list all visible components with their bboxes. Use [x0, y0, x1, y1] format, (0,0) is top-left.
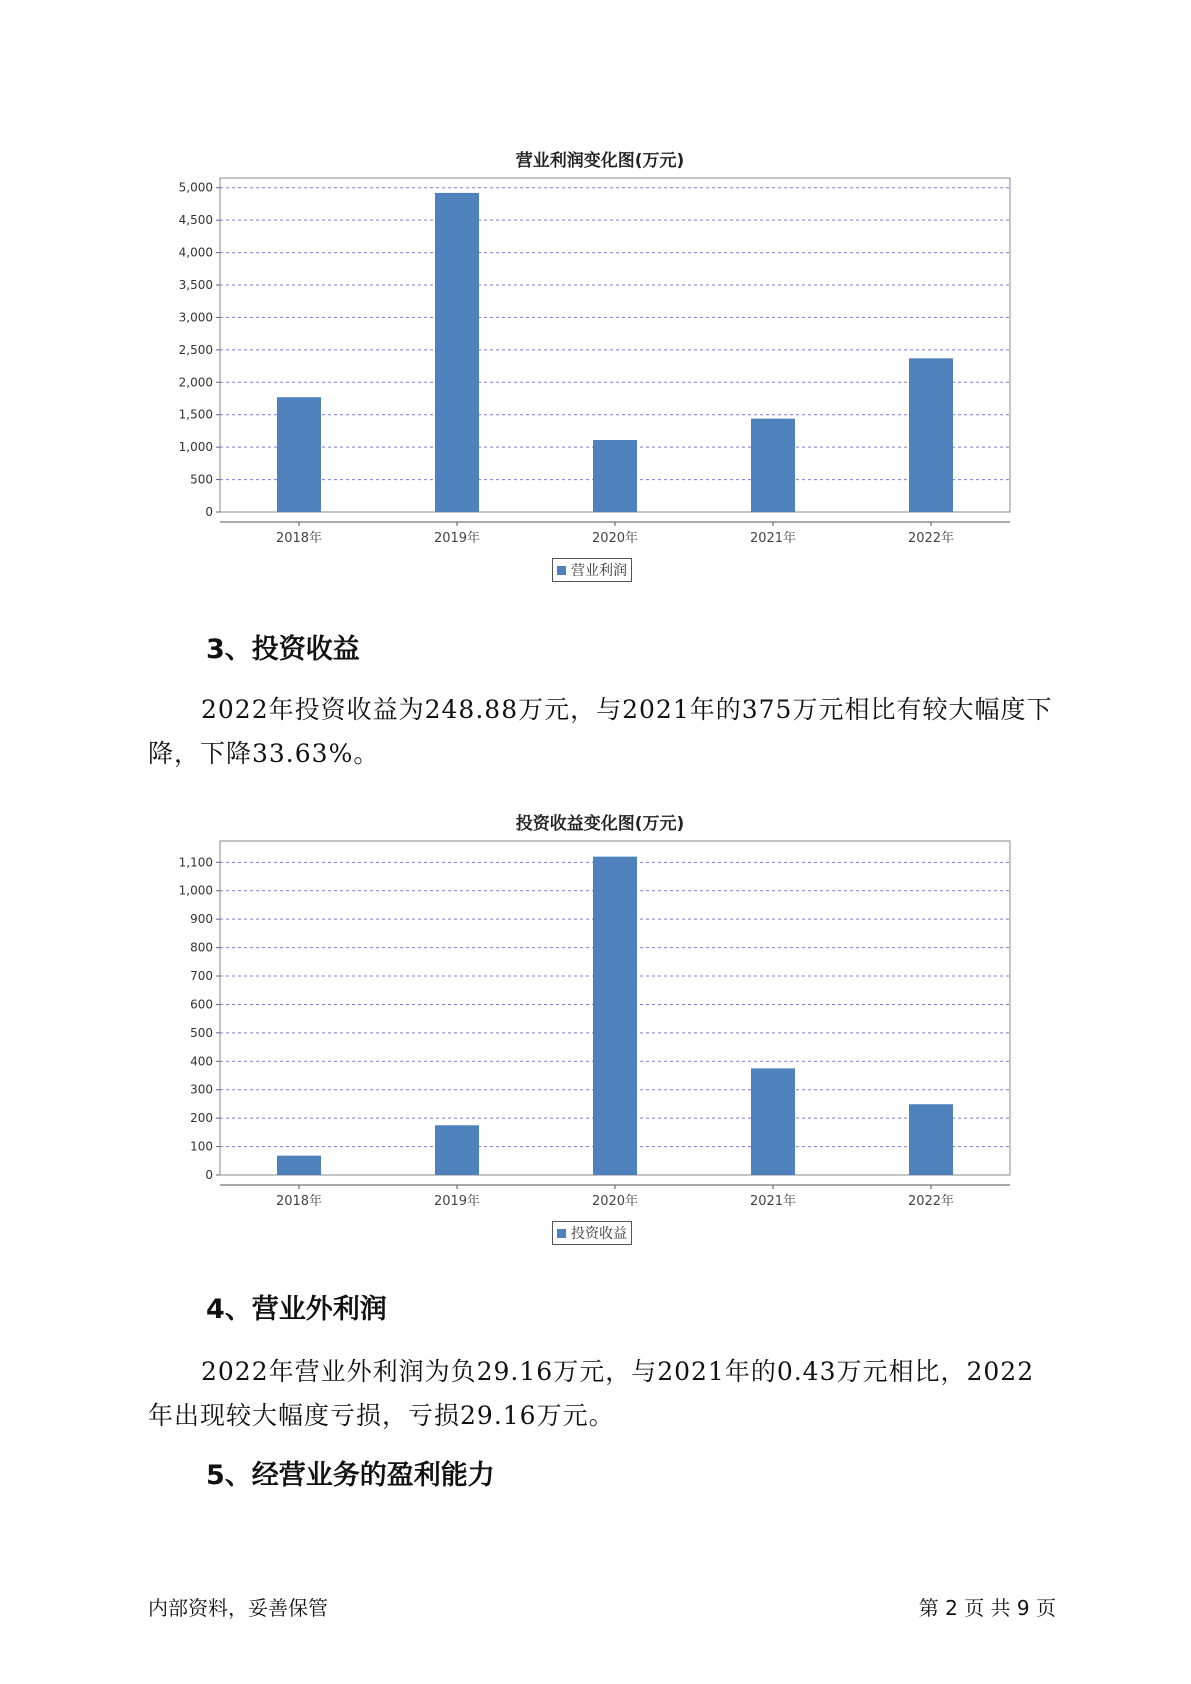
y-tick-label: 2,000 — [178, 375, 213, 390]
y-tick-label: 1,000 — [178, 883, 213, 898]
y-tick-label: 3,000 — [178, 310, 213, 325]
bar — [435, 193, 479, 512]
y-tick-label: 500 — [190, 1025, 213, 1040]
section-text-non-operating-profit: 2022年营业外利润为负29.16万元，与2021年的0.43万元相比，2022年出现较大幅度亏损，亏损29.16万元。 — [148, 1357, 1035, 1430]
x-tick-label: 2022年 — [907, 1194, 955, 1209]
x-tick-label: 2018年 — [275, 531, 323, 546]
chart-legend — [552, 1221, 632, 1245]
y-tick-label: 4,000 — [178, 245, 213, 260]
bar — [751, 419, 795, 512]
y-tick-label: 1,500 — [178, 407, 213, 422]
bar — [277, 1156, 321, 1175]
y-tick-label: 600 — [190, 997, 213, 1012]
x-tick-label: 2019年 — [433, 531, 481, 546]
y-tick-label: 2,500 — [178, 342, 213, 357]
y-tick-label: 1,000 — [178, 440, 213, 455]
legend-swatch — [557, 1229, 566, 1238]
section-heading-non-operating-profit: 4、营业外利润 — [206, 1294, 387, 1325]
x-tick-label: 2020年 — [591, 1194, 639, 1209]
y-tick-label: 700 — [190, 969, 213, 984]
section-heading-investment-income: 3、投资收益 — [206, 634, 360, 665]
y-tick-label: 800 — [190, 940, 213, 955]
investment-income-plot — [160, 833, 1040, 1223]
bar — [593, 440, 637, 512]
y-tick-label: 4,500 — [178, 213, 213, 228]
y-tick-label: 0 — [205, 1168, 213, 1182]
y-tick-label: 1,100 — [178, 855, 213, 870]
y-tick-label: 5,000 — [178, 180, 213, 195]
y-tick-label: 3,500 — [178, 278, 213, 293]
footer-page-number: 第 2 页 共 9 页 — [918, 1596, 1056, 1620]
section-text-investment-income: 2022年投资收益为248.88万元，与2021年的375万元相比有较大幅度下降，下降33.63%。 — [148, 695, 1053, 768]
operating-profit-plot — [160, 170, 1040, 560]
legend-swatch — [557, 566, 566, 575]
x-tick-label: 2018年 — [275, 1194, 323, 1209]
chart-legend — [552, 558, 632, 582]
chart-title: 营业利润变化图(万元) — [515, 151, 685, 171]
section-heading-operating-profitability: 5、经营业务的盈利能力 — [206, 1460, 495, 1491]
y-tick-label: 400 — [190, 1054, 213, 1069]
y-tick-label: 200 — [190, 1111, 213, 1126]
bar — [909, 358, 953, 512]
chart-title: 投资收益变化图(万元) — [515, 814, 685, 834]
x-tick-label: 2021年 — [749, 531, 797, 546]
bar — [751, 1068, 795, 1175]
bar — [909, 1104, 953, 1175]
y-tick-label: 500 — [190, 472, 213, 487]
footer-left: 内部资料，妥善保管 — [148, 1596, 328, 1620]
investment-income-chart — [160, 803, 1040, 1263]
x-tick-label: 2022年 — [907, 531, 955, 546]
operating-profit-chart — [160, 140, 1040, 600]
bar — [277, 397, 321, 512]
y-tick-label: 300 — [190, 1082, 213, 1097]
x-tick-label: 2020年 — [591, 531, 639, 546]
y-tick-label: 100 — [190, 1139, 213, 1154]
legend-label: 投资收益 — [571, 1226, 627, 1242]
bar — [593, 857, 637, 1175]
bar — [435, 1125, 479, 1175]
legend-label: 营业利润 — [571, 563, 627, 579]
y-tick-label: 0 — [205, 505, 213, 519]
x-tick-label: 2019年 — [433, 1194, 481, 1209]
x-tick-label: 2021年 — [749, 1194, 797, 1209]
y-tick-label: 900 — [190, 912, 213, 927]
